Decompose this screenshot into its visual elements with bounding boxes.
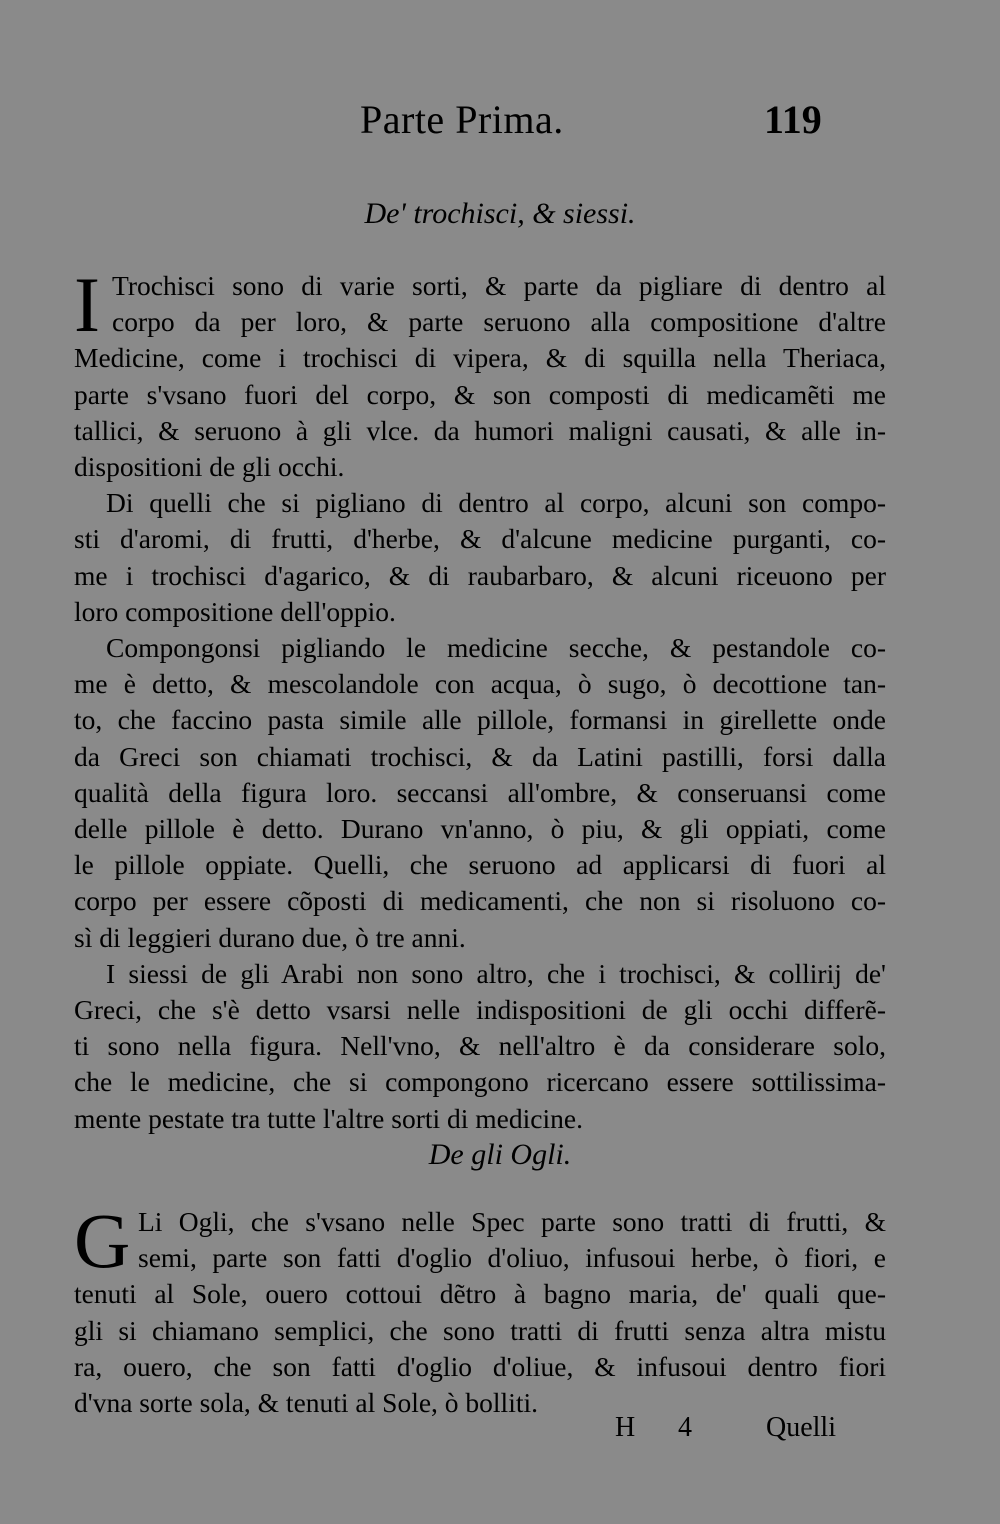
text-line: tenuti al Sole, ouero cottoui dẽtro à bagno maria, de' quali que- xyxy=(74,1278,886,1310)
text-line: me è detto, & mescolandole con acqua, ò sugo, ò decottione tan- xyxy=(74,668,886,700)
text-line: d'vna sorte sola, & tenuti al Sole, ò bolliti. xyxy=(74,1387,538,1419)
section-body-trochisci xyxy=(74,261,886,1137)
paragraph xyxy=(74,485,886,630)
text-line: dispositioni de gli occhi. xyxy=(74,451,345,483)
text-line: mente pestate tra tutte l'altre sorti di medicine. xyxy=(74,1102,583,1134)
page-header xyxy=(0,96,1000,156)
text-line: Di quelli che si pigliano di dentro al corpo, alcuni son compo- xyxy=(106,487,886,519)
page-number: 119 xyxy=(764,97,822,142)
opening-paragraph xyxy=(74,1197,886,1284)
text-line: Li Ogli, che s'vsano nelle Spec parte sono tratti di frutti, & xyxy=(138,1206,886,1237)
section-heading-ogli: De gli Ogli. xyxy=(428,1138,572,1171)
gathering-number: 4 xyxy=(678,1412,692,1443)
text-line: Trochisci sono di varie sorti, & parte da pigliare di dentro al xyxy=(112,270,886,301)
text-line: to, che faccino pasta simile alle pillole, formansi in girellette onde xyxy=(74,704,886,736)
text-line: semi, parte son fatti d'oglio d'oliuo, infusoui herbe, ò fiori, e xyxy=(138,1242,886,1274)
section-heading-trochisci: De' trochisci, & siessi. xyxy=(364,197,636,230)
text-line: ra, ouero, che son fatti d'oglio d'oliue, & infusoui dentro fiori xyxy=(74,1350,886,1382)
text-line: parte s'vsano fuori del corpo, & son composti di medicamẽti me xyxy=(74,378,886,410)
text-line: da Greci son chiamati trochisci, & da Latini pastilli, forsi dalla xyxy=(74,740,886,772)
paragraph xyxy=(74,630,886,956)
signature-mark: H xyxy=(615,1412,636,1443)
text-line: sì di leggieri durano due, ò tre anni. xyxy=(74,921,466,953)
text-line: I siessi de gli Arabi non sono altro, che i trochisci, & collirij de' xyxy=(106,957,886,989)
section-body-ogli xyxy=(74,1197,886,1421)
paragraph xyxy=(74,340,886,485)
text-line: delle pillole è detto. Durano vn'anno, ò piu, & gli oppiati, come xyxy=(74,813,886,845)
text-line: gli si chiamano semplici, che sono tratti di frutti senza altra mistu xyxy=(74,1314,886,1346)
text-line: Medicine, come i trochisci di vipera, & di squilla nella Theriaca, xyxy=(74,342,886,374)
drop-cap-initial: I xyxy=(74,261,100,348)
text-line: che le medicine, che si compongono ricercano essere sottilissima- xyxy=(74,1066,886,1098)
drop-cap-initial: G xyxy=(74,1197,131,1284)
opening-paragraph xyxy=(74,261,886,348)
text-line: me i trochisci d'agarico, & di raubarbaro, & alcuni riceuono per xyxy=(74,559,886,591)
text-line: le pillole oppiate. Quelli, che seruono ad applicarsi di fuori al xyxy=(74,849,886,881)
text-line: ti sono nella figura. Nell'vno, & nell'altro è da considerare solo, xyxy=(74,1030,886,1062)
paragraph xyxy=(74,1276,886,1421)
text-line: Compongonsi pigliando le medicine secche, & pestandole co- xyxy=(106,632,886,664)
text-line: loro compositione dell'oppio. xyxy=(74,595,396,627)
text-line: sti d'aromi, di frutti, d'herbe, & d'alcune medicine purganti, co- xyxy=(74,523,886,555)
text-line: tallici, & seruono à gli vlce. da humori maligni causati, & alle in- xyxy=(74,414,886,446)
paragraph xyxy=(74,956,886,1137)
text-line: corpo da per loro, & parte seruono alla compositione d'altre xyxy=(112,306,886,338)
text-line: corpo per essere cõposti di medicamenti, che non si risoluono co- xyxy=(74,885,886,917)
text-line: Greci, che s'è detto vsarsi nelle indispositioni de gli occhi differẽ- xyxy=(74,994,886,1026)
running-title: Parte Prima. xyxy=(360,97,564,142)
catchword: Quelli xyxy=(766,1412,836,1443)
text-line: qualità della figura loro. seccansi all'ombre, & conseruansi come xyxy=(74,776,886,808)
